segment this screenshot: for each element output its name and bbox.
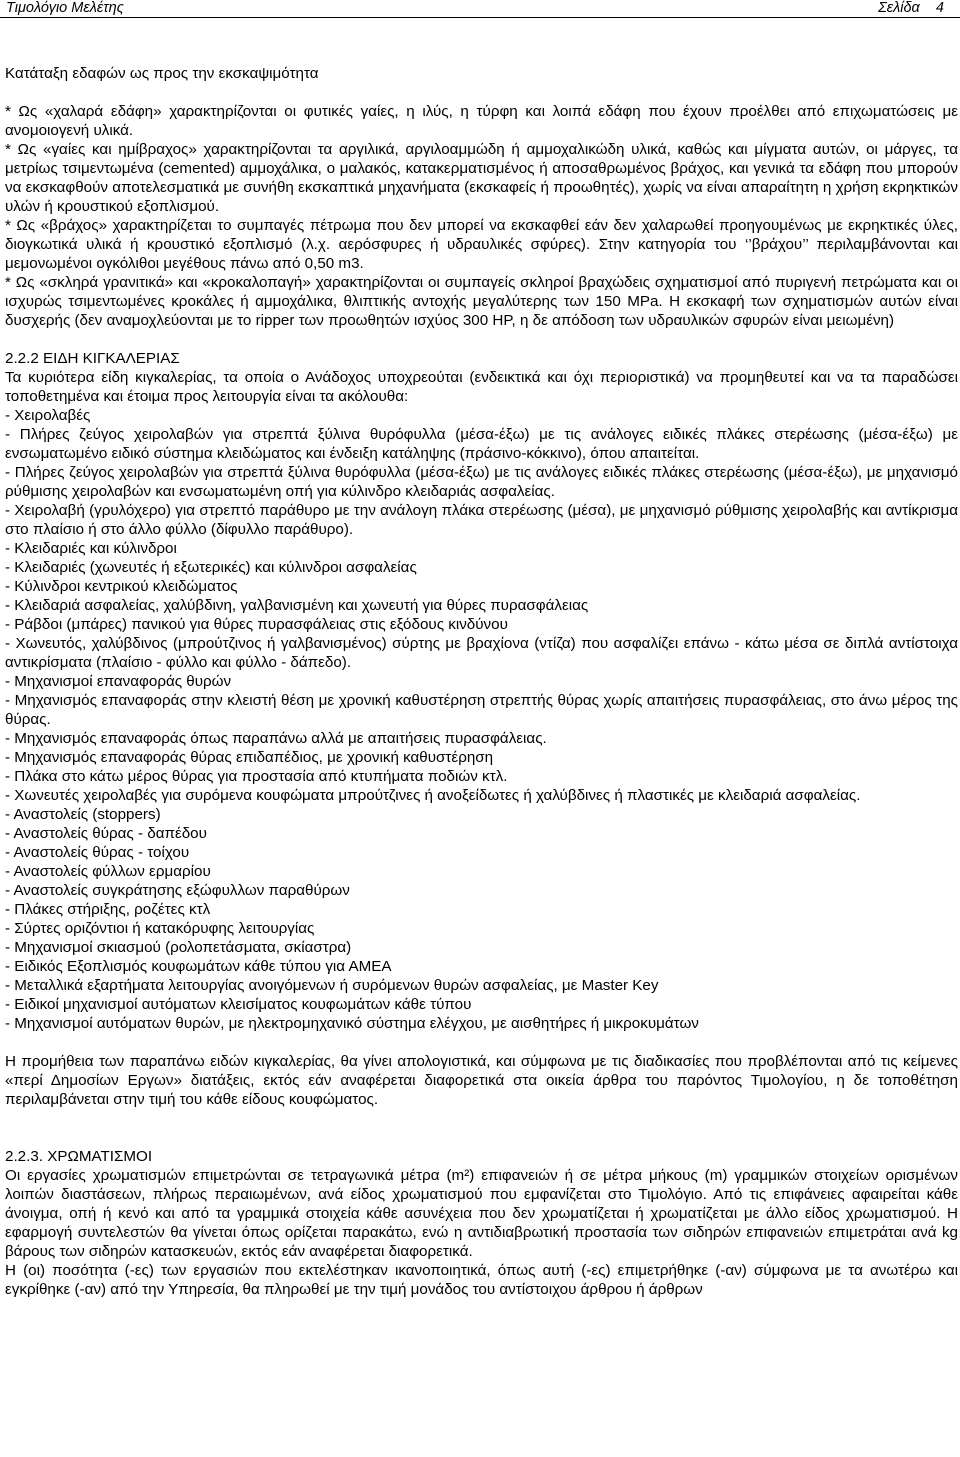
section-heading-painting: 2.2.3. ΧΡΩΜΑΤΙΣΜΟΙ	[5, 1148, 153, 1165]
ironmongery-closing: Η προμήθεια των παραπάνω ειδών κιγκαλερίας, θα γίνει απολογιστικά, και σύμφωνα με τις διαδικασίες που προβλέπονται από τις κείμενες «περί Δημοσίων Εργων» διατάξεις, εκτός εάν αναφέρεται διαφορετικά στα οικεία άρθρα του παρόντος Τιμολογίου, η δε τοποθέτηση περιλαμβάνεται στην τιμή του κάθε είδους κουφώματος.	[5, 1053, 958, 1108]
list-item: - Μηχανισμός επαναφοράς στην κλειστή θέση με χρονική καθυστέρηση στρεπτής θύρας χωρίς απαιτήσεις πυρασφάλειας, στο άνω μέρος της θύρας.	[5, 692, 958, 728]
list-item: - Κλειδαριά ασφαλείας, χαλύβδινη, γαλβανισμένη και χωνευτή για θύρες πυρασφάλειας	[5, 597, 589, 614]
list-item: - Χωνευτές χειρολαβές για συρόμενα κουφώματα μπρούτζινες ή ανοξείδωτες ή χαλύβδινες ή πλαστικές με κλειδαριά ασφαλείας.	[5, 787, 861, 804]
list-item: - Πλήρες ζεύγος χειρολαβών για στρεπτά ξύλινα θυρόφυλλα (μέσα-έξω) με τις ανάλογες ειδικές πλάκες στερέωσης (μέσα-έξω), με μηχανισμό ρύθμισης χειρολαβών και ενσωματωμένη οπή για κύλινδρο κλειδαριάς ασφαλείας.	[5, 464, 958, 500]
list-item: - Πλάκα στο κάτω μέρος θύρας για προστασία από κτυπήματα ποδιών κτλ.	[5, 768, 508, 785]
painting-paragraph: Η (οι) ποσότητα (-ες) των εργασιών που εκτελέστηκαν ικανοποιητικά, όπως αυτή (-ες) επιμετρήθηκε (-αν) σύμφωνα με τα ανωτέρω και εγκρίθηκε (-αν) από την Υπηρεσία, θα πληρωθεί με την τιμή μονάδος του αντίστοιχου άρθρου ή άρθρων	[5, 1262, 958, 1298]
list-item: - Σύρτες οριζόντιοι ή κατακόρυφης λειτουργίας	[5, 920, 315, 937]
list-item: - Αναστολείς συγκράτησης εξώφυλλων παραθύρων	[5, 882, 350, 899]
page-header	[0, 0, 960, 20]
classification-item: * Ως «χαλαρά εδάφη» χαρακτηρίζονται οι φυτικές γαίες, η ιλύς, η τύρφη και λοιπά εδάφη που έχουν προέλθει από επιχωματώσεις με ανομοιογενή υλικά.	[5, 103, 958, 139]
list-item: - Κλειδαριές (χωνευτές ή εξωτερικές) και κύλινδροι ασφαλείας	[5, 559, 417, 576]
spacer	[5, 1109, 958, 1147]
page-content	[5, 64, 958, 1299]
classification-item: * Ως «βράχος» χαρακτηρίζεται το συμπαγές πέτρωμα που δεν μπορεί να εκσκαφθεί εάν δεν χαλαρωθεί προηγουμένως με εκρηκτικές ύλες, διογκωτικά υλικά ή κρουστικό εξοπλισμό (λ.χ. αερόσφυρες ή υδραυλικές σφύρες). Στην κατηγορία του ‘’βράχου’’ περιλαμβάνονται και μεμονωμένοι ογκόλιθοι μεγέθους πάνω από 0,50 m3.	[5, 217, 958, 272]
section-heading-ironmongery: 2.2.2 ΕΙΔΗ ΚΙΓΚΑΛΕΡΙΑΣ	[5, 350, 180, 367]
ironmongery-intro: Τα κυριότερα είδη κιγκαλερίας, τα οποία ο Ανάδοχος υποχρεούται (ενδεικτικά και όχι περιοριστικά) να προμηθευτεί και να τα παραδώσει τοποθετημένα και έτοιμα προς λειτουργία είναι τα ακόλουθα:	[5, 369, 958, 405]
list-item: - Ειδικός Εξοπλισμός κουφωμάτων κάθε τύπου για ΑΜΕΑ	[5, 958, 392, 975]
list-item: - Κλειδαριές και κύλινδροι	[5, 540, 177, 557]
document-title: Τιμολόγιο Μελέτης	[6, 0, 124, 16]
list-item: - Αναστολείς φύλλων ερμαρίου	[5, 863, 211, 880]
list-item: - Αναστολείς (stoppers)	[5, 806, 161, 823]
list-item: - Χειρολαβή (γρυλόχερο) για στρεπτό παράθυρο με την ανάλογη πλάκα στερέωσης (μέσα), με μηχανισμό ρύθμισης χειρολαβής και αντίκρισμα στο πλαίσιο ή στο άλλο φύλλο (δίφυλλο παράθυρο).	[5, 502, 958, 538]
classification-heading: Κατάταξη εδαφών ως προς την εκσκαψιμότητα	[5, 65, 319, 82]
list-item: - Μηχανισμοί αυτόματων θυρών, με ηλεκτρομηχανικό σύστημα ελέγχου, με αισθητήρες ή μικροκυμάτων	[5, 1015, 699, 1032]
list-item: - Αναστολείς θύρας - τοίχου	[5, 844, 190, 861]
list-item: - Μηχανισμοί επαναφοράς θυρών	[5, 673, 232, 690]
list-item: - Ειδικοί μηχανισμοί αυτόματων κλεισίματος κουφωμάτων κάθε τύπου	[5, 996, 472, 1013]
list-item: - Χειρολαβές	[5, 407, 91, 424]
header-divider	[0, 17, 960, 18]
spacer	[5, 330, 958, 349]
list-item: - Αναστολείς θύρας - δαπέδου	[5, 825, 207, 842]
page-number: Σελίδα 4	[878, 0, 944, 16]
classification-item: * Ως «γαίες και ημίβραχος» χαρακτηρίζονται τα αργιλικά, αργιλοαμμώδη ή αμμοχαλικώδη υλικά, καθώς και μίγματα αυτών, οι μάργες, τα μετρίως τσιμεντωμένα (cemented) αμμοχάλικα, ο μαλακός, κατακερματισμένος ή αποσαθρωμένος βράχος, και γενικά τα εδάφη που μπορούν να εκσκαφθούν αποτελεσματικά με συνήθη εκσκαπτικά μηχανήματα (εκσκαφείς ή προωθητές), χωρίς να είναι απαραίτητη η χρήση εκρηκτικών υλών ή κρουστικού εξοπλισμού.	[5, 141, 958, 215]
classification-item: * Ως «σκληρά γρανιτικά» και «κροκαλοπαγή» χαρακτηρίζονται οι συμπαγείς σκληροί βραχώδεις σχηματισμοί από πυριγενή πετρώματα και οι ισχυρώς τσιμεντωμένες κροκάλες ή αμμοχάλικα, θλιπτικής αντοχής μεγαλύτερης των 150 MPa. Η εκσκαφή των σχηματισμών αυτών είναι δυσχερής (δεν αναμοχλεύονται με το ripper των προωθητών ισχύος 300 HP, η δε απόδοση των υδραυλικών σφυρών είναι μειωμένη)	[5, 274, 958, 329]
list-item: - Μηχανισμός επαναφοράς θύρας επιδαπέδιος, με χρονική καθυστέρηση	[5, 749, 494, 766]
list-item: - Μεταλλικά εξαρτήματα λειτουργίας ανοιγόμενων ή συρόμενων θυρών ασφαλείας, με Master Key	[5, 977, 659, 994]
list-item: - Πλήρες ζεύγος χειρολαβών για στρεπτά ξύλινα θυρόφυλλα (μέσα-έξω) με τις ανάλογες ειδικές πλάκες στερέωσης (μέσα-έξω) με ενσωματωμένο ειδικό σύστημα κλειδώματος και ένδειξη κατάληψης (πράσινο-κόκκινο), όπου απαιτείται.	[5, 426, 958, 462]
list-item: - Χωνευτός, χαλύβδινος (μπρούτζινος ή γαλβανισμένος) σύρτης με βραχίονα (ντίζα) που ασφαλίζει επάνω - κάτω μέσα σε διπλά αντίστοιχα αντικρίσματα (πλαίσιο - φύλλο και φύλλο - δάπεδο).	[5, 635, 958, 671]
list-item: - Πλάκες στήριξης, ροζέτες κτλ	[5, 901, 211, 918]
list-item: - Ράβδοι (μπάρες) πανικού για θύρες πυρασφάλειας στις εξόδους κινδύνου	[5, 616, 508, 633]
spacer	[5, 83, 958, 102]
painting-paragraph: Οι εργασίες χρωματισμών επιμετρώνται σε τετραγωνικά μέτρα (m²) επιφανειών ή σε μέτρα μήκους (m) γραμμικών στοιχείων ορισμένων λοιπών διαστάσεων, πλήρως περαιωμένων, ανά είδος χρωματισμού που εμφανίζεται στο Τιμολόγιο. Από τις επιφάνειες αφαιρείται κάθε άνοιγμα, οπή ή κενό και από τα γραμμικά στοιχεία κάθε ασυνέχεια που δεν χρωματίζεται ή χρωματίζεται με άλλο είδος χρωματισμού. Η εφαρμογή συντελεστών θα γίνεται όπως ορίζεται παρακάτω, ενώ η αντιδιαβρωτική προστασία των σιδηρών επιφανειών επιμετράται ανά kg βάρους των σιδηρών κατασκευών, εκτός εάν αναφέρεται διαφορετικά.	[5, 1167, 958, 1260]
spacer	[5, 1033, 958, 1052]
list-item: - Κύλινδροι κεντρικού κλειδώματος	[5, 578, 238, 595]
list-item: - Μηχανισμοί σκιασμού (ρολοπετάσματα, σκίαστρα)	[5, 939, 352, 956]
list-item: - Μηχανισμός επαναφοράς όπως παραπάνω αλλά με απαιτήσεις πυρασφάλειας.	[5, 730, 547, 747]
